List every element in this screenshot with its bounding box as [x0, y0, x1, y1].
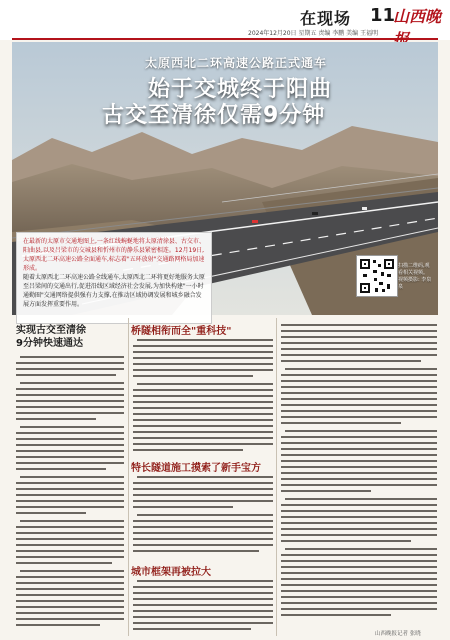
- page-number: 11: [370, 5, 396, 26]
- newspaper-logo: 山西晚: [393, 7, 442, 26]
- section-name: 在现场: [300, 9, 352, 28]
- column-divider: [276, 318, 277, 636]
- article-title-left: [16, 324, 128, 350]
- lead-body: 随着太原西北二环高速公路全线通车,太原西北二环将更好地服务太原至吕梁间的交通出行,促进沿线区域经济社会发展,为加快构建"一小时通勤圈"交通网络提供强有力支撑,在推动区域协调发展和城乡融合发展方面发挥重要作用。: [23, 274, 205, 308]
- body-text-lines: [133, 474, 273, 558]
- article-title-left-line-1: 实现古交至清徐: [16, 325, 86, 336]
- column-divider: [128, 318, 129, 636]
- hero-kicker: 太原西北二环高速公路正式通车: [145, 56, 328, 70]
- headline-line-2: 古交至清徐仅需9分钟: [102, 103, 326, 128]
- byline: 山西晚报记者 张晓: [375, 631, 421, 637]
- article-body-mid-2: [133, 474, 273, 558]
- article-body-mid-1: [133, 337, 273, 455]
- article-body-right: [281, 322, 437, 624]
- qr-caption: 扫描二维码,观看相关视频。 视频摄影: 李泉泉: [398, 263, 432, 290]
- body-text-lines: [281, 322, 437, 624]
- qr-block: [356, 255, 432, 317]
- article-title-mid-3: 城市框架再被拉大: [131, 567, 211, 578]
- article-title-mid-2: 特长隧道施工摸索了新手宝方: [131, 463, 261, 474]
- body-text-lines: [133, 337, 273, 455]
- headline-line-1: 始于交城终于阳曲: [148, 77, 333, 102]
- edition-line: 2024年12月20日 星期五 责编 李鹏 美编 王福明: [248, 30, 379, 37]
- body-text-lines: [133, 578, 273, 634]
- masthead-rule: [12, 38, 438, 40]
- masthead: [0, 0, 450, 40]
- article-body-mid-3: [133, 578, 273, 634]
- lead-highlight: 在最新的太原市交通地图上,一条红线蜿蜒地将太原清徐县、古交市、阳曲县,以及吕梁市的交城县和忻州市的静乐县紧密相连。12月19日,太原西北二环高速公路全面通车,标志着"五环放射"交通路网格局加速形成。: [23, 238, 205, 272]
- body-text-lines: [16, 354, 124, 630]
- lead-paragraph: [16, 232, 212, 324]
- article-body-left: [16, 354, 124, 630]
- article-title-left-line-2: 9分钟快速通达: [16, 338, 83, 349]
- article-title-mid-1: 桥隧相衔而全"重科技": [131, 326, 232, 337]
- qr-code-icon[interactable]: [356, 255, 398, 297]
